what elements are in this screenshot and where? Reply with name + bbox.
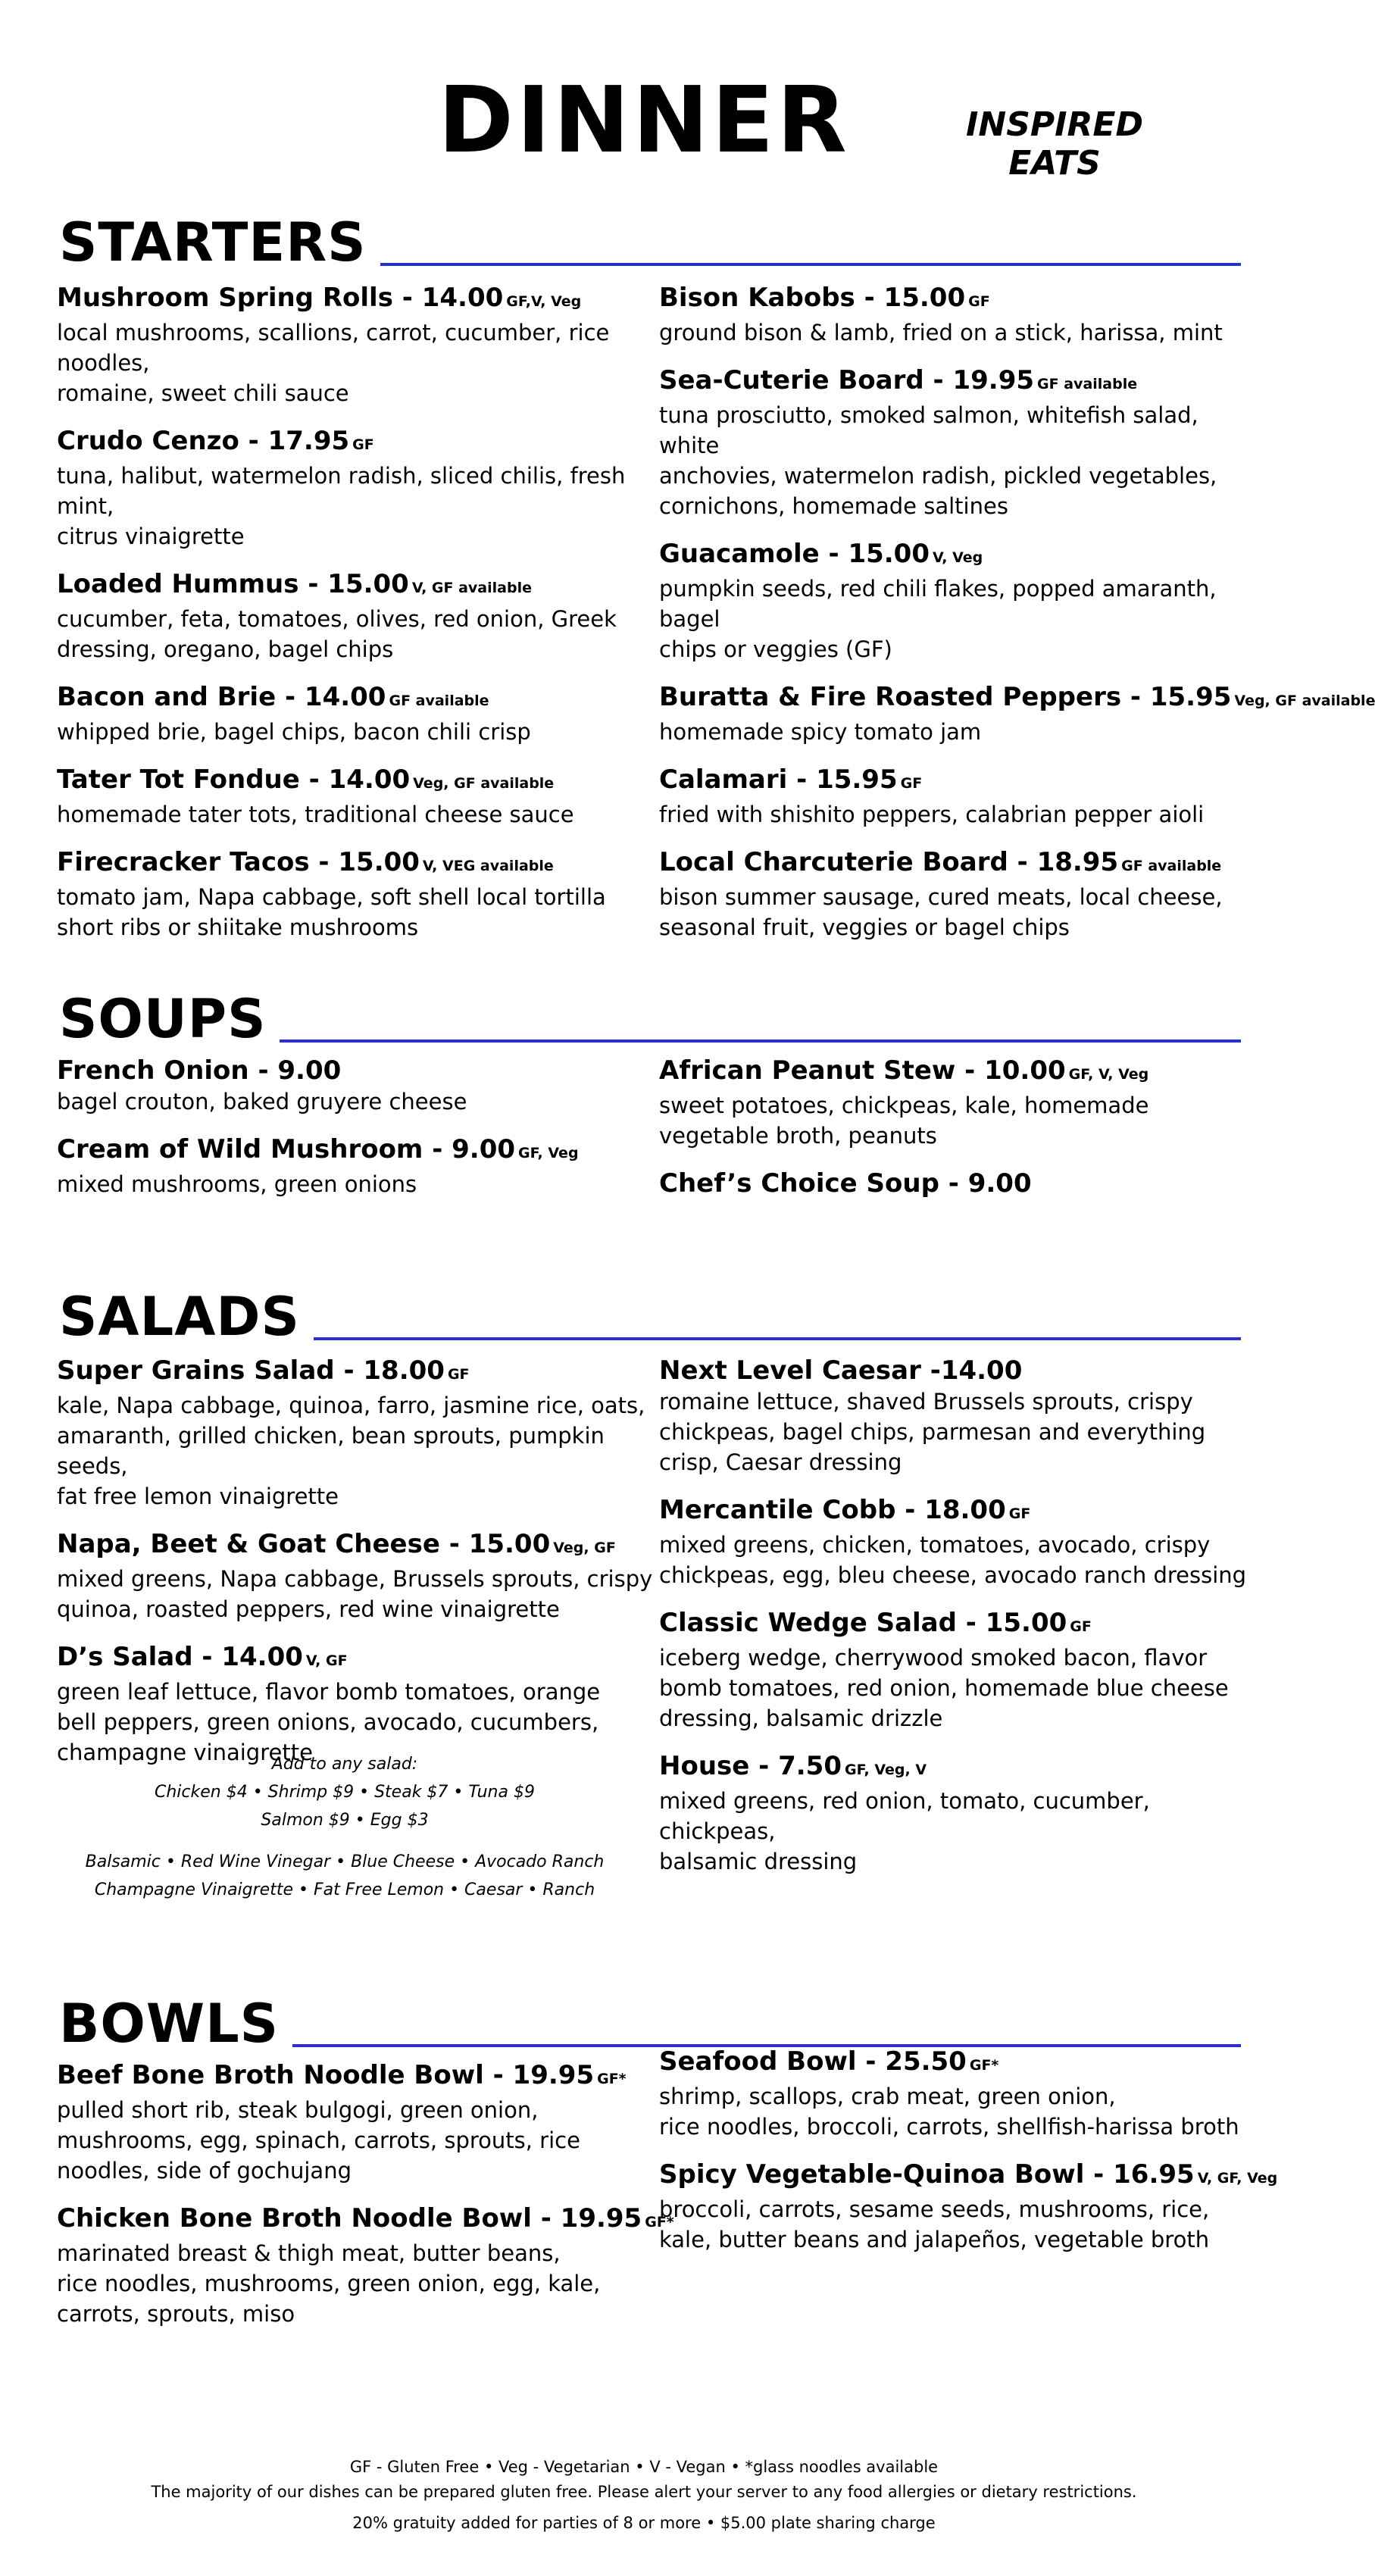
menu-item-description: anchovies, watermelon radish, pickled vegetables, xyxy=(659,463,1217,489)
spacer xyxy=(57,1834,633,1848)
dietary-tags: GF xyxy=(447,1366,470,1383)
menu-item-name-price: Guacamole - 15.00 xyxy=(659,539,930,569)
menu-item-description: bomb tomatoes, red onion, homemade blue cheese xyxy=(659,1675,1229,1701)
menu-item-title xyxy=(57,568,655,604)
tagline-line: INSPIRED xyxy=(966,105,1143,144)
addons-proteins: Salmon $9 • Egg $3 xyxy=(261,1811,429,1830)
menu-item xyxy=(57,764,655,830)
bowls-left-column xyxy=(57,2059,674,2346)
menu-item-description: whipped brie, bagel chips, bacon chili crisp xyxy=(57,719,531,745)
addons-heading: Add to any salad: xyxy=(271,1755,418,1774)
menu-item-name-price: African Peanut Stew - 10.00 xyxy=(659,1055,1066,1086)
menu-item-title xyxy=(659,282,1258,317)
menu-item-title xyxy=(659,1750,1258,1786)
tagline-line: EATS xyxy=(1008,143,1101,183)
menu-item-name-price: Chicken Bone Broth Noodle Bowl - 19.95 xyxy=(57,2203,642,2234)
menu-item-title xyxy=(57,1055,655,1086)
menu-item-description: short ribs or shiitake mushrooms xyxy=(57,914,419,940)
menu-item-title xyxy=(57,1355,655,1390)
footer-allergy-note: The majority of our dishes can be prepared gluten free. Please alert your server to any food allergies or dietary restrictions. xyxy=(151,2483,1137,2501)
menu-item-title xyxy=(659,764,1258,799)
menu-item-description: mixed greens, Napa cabbage, Brussels sprouts, crispy xyxy=(57,1566,653,1592)
menu-item-name-price: Napa, Beet & Goat Cheese - 15.00 xyxy=(57,1529,551,1559)
menu-item-description: chips or veggies (GF) xyxy=(659,636,892,662)
menu-item-description: romaine lettuce, shaved Brussels sprouts, crispy xyxy=(659,1389,1193,1415)
menu-item-description: rice noodles, broccoli, carrots, shellfish-harissa broth xyxy=(659,2114,1239,2140)
menu-item-description: tuna prosciutto, smoked salmon, whitefish salad, white xyxy=(659,402,1198,458)
spacer xyxy=(0,2505,1288,2511)
menu-item-description: seasonal fruit, veggies or bagel chips xyxy=(659,914,1070,940)
menu-item-description: fried with shishito peppers, calabrian pepper aioli xyxy=(659,802,1205,827)
menu-item-description: sweet potatoes, chickpeas, kale, homemade xyxy=(659,1093,1149,1118)
menu-item-description: crisp, Caesar dressing xyxy=(659,1449,902,1475)
menu-item-description: romaine, sweet chili sauce xyxy=(57,380,349,406)
section-title: BOWLS xyxy=(59,1993,280,2055)
menu-item-title xyxy=(659,1355,1258,1386)
menu-item-description: noodles, side of gochujang xyxy=(57,2158,352,2184)
dietary-tags: GF* xyxy=(645,2214,674,2231)
menu-item xyxy=(659,1355,1258,1477)
menu-item-title xyxy=(57,1133,655,1169)
menu-item-description: carrots, sprouts, miso xyxy=(57,2301,295,2327)
dietary-tags: GF xyxy=(900,775,923,792)
menu-item-description: kale, butter beans and jalapeños, vegetable broth xyxy=(659,2227,1210,2252)
menu-item xyxy=(57,1528,655,1624)
menu-item-title xyxy=(57,425,655,461)
salads-section-header xyxy=(59,1283,1241,1348)
menu-item xyxy=(659,1607,1258,1733)
menu-item xyxy=(57,1355,655,1512)
menu-item-title xyxy=(659,364,1258,400)
menu-item-description: cornichons, homemade saltines xyxy=(659,493,1008,519)
menu-item-name-price: Super Grains Salad - 18.00 xyxy=(57,1355,445,1386)
starters-left-column xyxy=(57,282,655,959)
menu-item xyxy=(57,2202,674,2329)
bowls-right-column xyxy=(659,2046,1278,2271)
menu-item xyxy=(659,2046,1258,2142)
menu-item-description: citrus vinaigrette xyxy=(57,524,245,549)
menu-item xyxy=(659,538,1258,664)
menu-item-name-price: Bison Kabobs - 15.00 xyxy=(659,283,966,313)
menu-item-description: shrimp, scallops, crab meat, green onion, xyxy=(659,2084,1116,2109)
dietary-tags: GF xyxy=(1070,1618,1092,1635)
section-title: SOUPS xyxy=(59,988,267,1050)
menu-item-title xyxy=(57,282,655,317)
menu-item xyxy=(57,425,655,552)
dietary-tags: V, GF, Veg xyxy=(1197,2170,1278,2187)
menu-item-title xyxy=(659,1607,1258,1643)
menu-item xyxy=(57,2059,655,2186)
menu-item-description: marinated breast & thigh meat, butter beans, xyxy=(57,2240,561,2266)
dietary-tags: Veg, GF available xyxy=(413,775,555,792)
menu-item xyxy=(57,846,655,943)
menu-item-name-price: Cream of Wild Mushroom - 9.00 xyxy=(57,1134,516,1165)
menu-item-description: pumpkin seeds, red chili flakes, popped amaranth, bagel xyxy=(659,576,1217,632)
menu-item-title xyxy=(659,538,1258,574)
menu-item-description: kale, Napa cabbage, quinoa, farro, jasmine rice, oats, xyxy=(57,1393,645,1418)
menu-item-description: broccoli, carrots, sesame seeds, mushrooms, rice, xyxy=(659,2196,1210,2222)
menu-item xyxy=(57,1133,655,1199)
dietary-tags: GF xyxy=(352,436,374,453)
dietary-tags: GF available xyxy=(389,692,489,709)
addons-proteins: Chicken $4 • Shrimp $9 • Steak $7 • Tuna $9 xyxy=(155,1783,535,1802)
menu-item-title xyxy=(659,1168,1258,1199)
menu-item-description: vegetable broth, peanuts xyxy=(659,1123,937,1149)
menu-item-description: mixed mushrooms, green onions xyxy=(57,1171,417,1197)
menu-item xyxy=(659,1055,1258,1151)
menu-item xyxy=(659,364,1258,521)
menu-item-description: quinoa, roasted peppers, red wine vinaigrette xyxy=(57,1596,560,1622)
dietary-tags: GF available xyxy=(1037,376,1138,392)
menu-item-name-price: Loaded Hummus - 15.00 xyxy=(57,569,409,599)
menu-item xyxy=(659,1168,1258,1199)
menu-item xyxy=(57,1055,655,1117)
menu-item-title xyxy=(57,2202,674,2238)
menu-item-title xyxy=(659,1055,1258,1090)
section-divider xyxy=(280,1039,1241,1043)
menu-item-title xyxy=(659,1494,1258,1530)
menu-item-name-price: Next Level Caesar -14.00 xyxy=(659,1355,1023,1386)
menu-item-name-price: Mushroom Spring Rolls - 14.00 xyxy=(57,283,504,313)
dietary-tags: GF, V, Veg xyxy=(1068,1066,1149,1083)
dietary-tags: GF, Veg xyxy=(518,1145,579,1161)
salads-left-column xyxy=(57,1355,655,1784)
menu-item-name-price: Crudo Cenzo - 17.95 xyxy=(57,426,350,456)
menu-item-description: ground bison & lamb, fried on a stick, harissa, mint xyxy=(659,320,1223,345)
menu-item-description: fat free lemon vinaigrette xyxy=(57,1483,339,1509)
menu-item-name-price: Seafood Bowl - 25.50 xyxy=(659,2046,967,2077)
menu-item-description: homemade tater tots, traditional cheese sauce xyxy=(57,802,574,827)
menu-item-name-price: House - 7.50 xyxy=(659,1751,842,1781)
menu-item-description: bagel crouton, baked gruyere cheese xyxy=(57,1089,467,1114)
menu-item-title xyxy=(57,681,655,717)
menu-item-name-price: Mercantile Cobb - 18.00 xyxy=(659,1495,1006,1525)
footer-legend: GF - Gluten Free • Veg - Vegetarian • V - Vegan • *glass noodles available xyxy=(349,2458,939,2476)
section-title: STARTERS xyxy=(59,211,367,274)
starters-right-column xyxy=(659,282,1375,959)
soups-left-column xyxy=(57,1055,655,1216)
menu-item-description: bell peppers, green onions, avocado, cucumbers, xyxy=(57,1709,599,1735)
menu-item-description: iceberg wedge, cherrywood smoked bacon, flavor xyxy=(659,1645,1208,1671)
tagline xyxy=(956,106,1153,183)
menu-item xyxy=(659,282,1258,348)
menu-item xyxy=(659,846,1258,943)
menu-item-name-price: Spicy Vegetable-Quinoa Bowl - 16.95 xyxy=(659,2159,1195,2190)
menu-item-description: mixed greens, chicken, tomatoes, avocado, crispy xyxy=(659,1532,1211,1558)
section-title: SALADS xyxy=(59,1286,300,1348)
bowls-section-header xyxy=(59,1990,1241,2055)
menu-item-name-price: Tater Tot Fondue - 14.00 xyxy=(57,764,411,795)
menu-item-title xyxy=(57,1528,655,1564)
menu-item-name-price: Bacon and Brie - 14.00 xyxy=(57,682,386,712)
menu-item xyxy=(659,681,1375,747)
menu-item-description: chickpeas, egg, bleu cheese, avocado ranch dressing xyxy=(659,1562,1247,1588)
menu-item xyxy=(57,681,655,747)
dietary-tags: Veg, GF xyxy=(553,1540,616,1556)
menu-item xyxy=(659,1750,1258,1877)
starters-section-header xyxy=(59,208,1241,274)
menu-item-title xyxy=(57,764,655,799)
addons-dressings: Champagne Vinaigrette • Fat Free Lemon • Caesar • Ranch xyxy=(94,1880,595,1899)
menu-item-name-price: Chef’s Choice Soup - 9.00 xyxy=(659,1168,1032,1199)
menu-item-description: bison summer sausage, cured meats, local cheese, xyxy=(659,884,1223,910)
menu-item-description: local mushrooms, scallions, carrot, cucumber, rice noodles, xyxy=(57,320,610,376)
dietary-tags: GF* xyxy=(969,2057,999,2074)
menu-item xyxy=(57,568,655,664)
menu-item-description: dressing, oregano, bagel chips xyxy=(57,636,394,662)
menu-item-description: green leaf lettuce, flavor bomb tomatoes, orange xyxy=(57,1679,601,1705)
menu-item-title xyxy=(57,846,655,882)
soups-right-column xyxy=(659,1055,1258,1216)
menu-item-name-price: Local Charcuterie Board - 18.95 xyxy=(659,847,1119,877)
menu-item-description: mixed greens, red onion, tomato, cucumber, chickpeas, xyxy=(659,1788,1150,1844)
menu-item xyxy=(659,1494,1258,1590)
menu-item xyxy=(57,1641,655,1768)
menu-item-description: mushrooms, egg, spinach, carrots, sprouts, rice xyxy=(57,2127,580,2153)
menu-item-description: tomato jam, Napa cabbage, soft shell local tortilla xyxy=(57,884,606,910)
soups-section-header xyxy=(59,985,1241,1050)
dietary-tags: V, GF available xyxy=(411,580,532,596)
menu-item-description: champagne vinaigrette xyxy=(57,1740,313,1765)
menu-item-description: homemade spicy tomato jam xyxy=(659,719,982,745)
menu-item-name-price: Firecracker Tacos - 15.00 xyxy=(57,847,420,877)
footer xyxy=(0,2455,1288,2536)
menu-item-description: amaranth, grilled chicken, bean sprouts, pumpkin seeds, xyxy=(57,1423,605,1479)
menu-item xyxy=(659,764,1258,830)
dietary-tags: GF available xyxy=(1121,858,1222,874)
addons-dressings: Balsamic • Red Wine Vinegar • Blue Cheese • Avocado Ranch xyxy=(85,1852,605,1871)
menu-item-title xyxy=(659,2046,1258,2081)
menu-item-name-price: Sea-Cuterie Board - 19.95 xyxy=(659,365,1035,395)
menu-item xyxy=(659,2159,1278,2255)
menu-item-description: dressing, balsamic drizzle xyxy=(659,1705,943,1731)
dietary-tags: GF,V, Veg xyxy=(506,293,582,310)
menu-item-title xyxy=(659,681,1375,717)
menu-item-name-price: Buratta & Fire Roasted Peppers - 15.95 xyxy=(659,682,1232,712)
menu-item-description: cucumber, feta, tomatoes, olives, red onion, Greek xyxy=(57,606,617,632)
menu-item-description: rice noodles, mushrooms, green onion, egg, kale, xyxy=(57,2271,601,2296)
dietary-tags: V, VEG available xyxy=(422,858,554,874)
menu-item-title xyxy=(659,846,1258,882)
menu-item xyxy=(57,282,655,408)
dietary-tags: GF xyxy=(1008,1505,1031,1522)
footer-gratuity-note: 20% gratuity added for parties of 8 or more • $5.00 plate sharing charge xyxy=(352,2514,936,2532)
salads-right-column xyxy=(659,1355,1258,1893)
menu-item-name-price: French Onion - 9.00 xyxy=(57,1055,342,1086)
menu-item-name-price: Classic Wedge Salad - 15.00 xyxy=(659,1608,1067,1638)
menu-item-name-price: Beef Bone Broth Noodle Bowl - 19.95 xyxy=(57,2060,595,2090)
salad-addons xyxy=(57,1750,633,1904)
dietary-tags: V, GF xyxy=(305,1652,348,1669)
menu-item-title xyxy=(57,1641,655,1677)
section-divider xyxy=(380,263,1241,266)
menu-item-description: chickpeas, bagel chips, parmesan and everything xyxy=(659,1419,1206,1445)
menu-item-name-price: Calamari - 15.95 xyxy=(659,764,898,795)
menu-item-title xyxy=(57,2059,655,2095)
menu-item-description: balsamic dressing xyxy=(659,1849,858,1874)
section-divider xyxy=(314,1337,1241,1340)
menu-item-description: pulled short rib, steak bulgogi, green onion, xyxy=(57,2097,539,2123)
dietary-tags: Veg, GF available xyxy=(1234,692,1375,709)
page-title: DINNER xyxy=(438,68,850,174)
menu-item-name-price: D’s Salad - 14.00 xyxy=(57,1642,303,1672)
menu-item-title xyxy=(659,2159,1278,2194)
dietary-tags: GF xyxy=(968,293,990,310)
dietary-tags: GF* xyxy=(597,2071,627,2087)
dietary-tags: GF, Veg, V xyxy=(845,1762,927,1778)
menu-item-description: tuna, halibut, watermelon radish, sliced chilis, fresh mint, xyxy=(57,463,626,519)
dietary-tags: V, Veg xyxy=(932,549,983,566)
